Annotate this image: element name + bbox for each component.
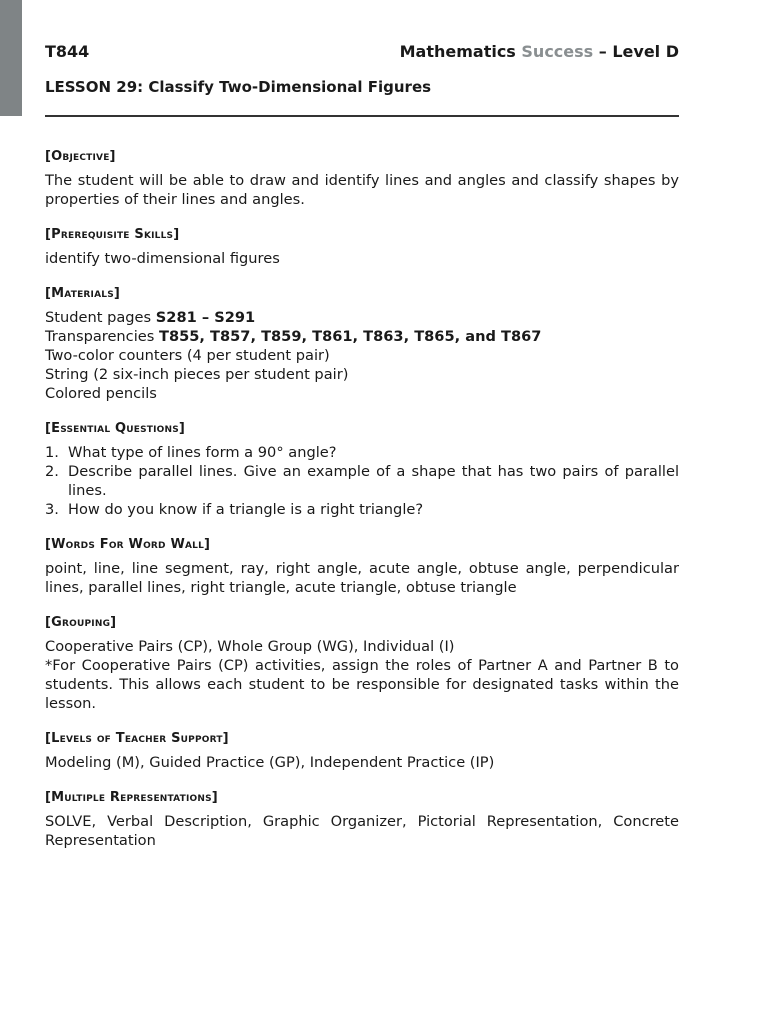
list-item [45, 443, 679, 462]
representations-section [45, 789, 679, 850]
essential-questions-section [45, 420, 679, 519]
objective-section [45, 148, 679, 209]
question-number: 3. [45, 501, 59, 518]
question-text: How do you know if a triangle is a right triangle? [68, 501, 424, 518]
list-item [45, 500, 679, 519]
prerequisite-section [45, 226, 679, 268]
lesson-content [45, 148, 679, 867]
question-number: 1. [45, 444, 59, 461]
essential-questions-list [45, 443, 679, 519]
teacher-support-text: Modeling (M), Guided Practice (GP), Independent Practice (IP) [45, 754, 495, 771]
header-divider [45, 115, 679, 117]
materials-transparencies [45, 327, 679, 346]
question-number: 2. [45, 463, 59, 480]
word-wall-text: point, line, line segment, ray, right angle, acute angle, obtuse angle, perpendicular lines, parallel lines, right triangle, acute triangle, obtuse triangle [45, 560, 679, 596]
prerequisite-text: identify two-dimensional figures [45, 250, 280, 267]
objective-text: The student will be able to draw and identify lines and angles and classify shapes by properties of their lines and angles. [45, 172, 679, 208]
lesson-title: LESSON 29: Classify Two-Dimensional Figures [45, 78, 432, 96]
side-tab-marker [0, 0, 22, 116]
list-item [45, 462, 679, 500]
teacher-support-section [45, 730, 679, 772]
page-number: T844 [45, 42, 90, 61]
series-suffix: – Level D [598, 42, 679, 61]
series-title [400, 42, 679, 61]
objective-heading: [Objective] [45, 149, 116, 164]
materials-pencils: Colored pencils [45, 385, 157, 402]
grouping-section [45, 614, 679, 713]
representations-text: SOLVE, Verbal Description, Graphic Organizer, Pictorial Representation, Concrete Representation [45, 813, 679, 849]
materials-counters: Two-color counters (4 per student pair) [45, 347, 330, 364]
student-pages-value: S281 – S291 [155, 309, 256, 326]
materials-string: String (2 six-inch pieces per student pair) [45, 366, 349, 383]
materials-student-pages [45, 308, 679, 327]
transparencies-value: T855, T857, T859, T861, T863, T865, and T867 [158, 328, 542, 345]
question-text: Describe parallel lines. Give an example of a shape that has two pairs of parallel lines. [68, 463, 679, 499]
representations-heading: [Multiple Representations] [45, 790, 218, 805]
word-wall-section [45, 536, 679, 597]
transparencies-label: Transparencies [45, 328, 155, 345]
series-prefix: Mathematics [399, 42, 516, 61]
word-wall-heading: [Words For Word Wall] [45, 537, 211, 552]
grouping-line-2: *For Cooperative Pairs (CP) activities, assign the roles of Partner A and Partner B to students. This allows each student to be responsible for designated tasks within the lesson. [45, 657, 679, 712]
grouping-line-1: Cooperative Pairs (CP), Whole Group (WG), Individual (I) [45, 638, 455, 655]
materials-section [45, 285, 679, 403]
teacher-support-heading: [Levels of Teacher Support] [45, 731, 229, 746]
prerequisite-heading: [Prerequisite Skills] [45, 227, 180, 242]
essential-questions-heading: [Essential Questions] [45, 421, 186, 436]
page-header [45, 42, 679, 64]
materials-heading: [Materials] [45, 286, 121, 301]
grouping-heading: [Grouping] [45, 615, 117, 630]
student-pages-label: Student pages [45, 309, 152, 326]
series-accent: Success [521, 42, 594, 61]
question-text: What type of lines form a 90° angle? [68, 444, 337, 461]
